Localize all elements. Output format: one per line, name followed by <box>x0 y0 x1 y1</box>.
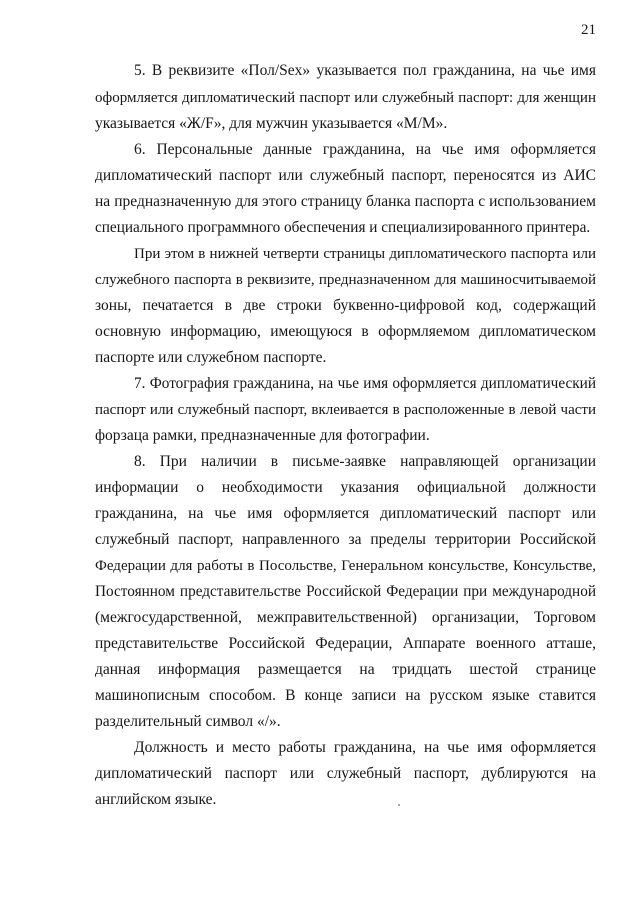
paragraph-line: машинописным способом. В конце записи на русском языке ставится <box>95 687 596 704</box>
paragraph-line: дипломатический паспорт или служебный паспорт, переносятся из АИС <box>95 167 596 184</box>
paragraph-line: служебный паспорт, направленного за пределы территории Российской <box>95 531 596 548</box>
paragraph-line: разделительный символ «/». <box>95 713 281 730</box>
paragraph-line: Постоянном представительстве Российской Федерации при международной <box>95 583 596 600</box>
paragraph-line: 7. Фотография гражданина, на чье имя оформляется дипломатический <box>134 375 596 392</box>
paragraph-line: основную информацию, имеющуюся в оформляемом дипломатическом <box>95 323 596 340</box>
paragraph-line: специального программного обеспечения и специализированного принтера. <box>95 219 591 236</box>
paragraph-line: зоны, печатается в две строки буквенно-цифровой код, содержащий <box>95 297 596 314</box>
scan-speck <box>398 804 400 806</box>
paragraph-line: представительстве Российской Федерации, Аппарате военного атташе, <box>95 635 596 652</box>
paragraph-line: данная информация размещается на тридцать шестой странице <box>95 661 596 678</box>
page-number: 21 <box>581 22 596 38</box>
paragraph-line: английском языке. <box>95 791 217 808</box>
paragraph-line: 5. В реквизите «Пол/Sex» указывается пол гражданина, на чье имя <box>134 62 596 79</box>
paragraph-line: на предназначенную для этого страницу бланка паспорта с использованием <box>95 193 596 210</box>
paragraph-line: (межгосударственной, межправительственной) организации, Торговом <box>95 609 596 626</box>
paragraph-line: указывается «Ж/F», для мужчин указывается «M/M». <box>95 115 448 132</box>
paragraph-line: дипломатический паспорт или служебный паспорт, дублируются на <box>95 765 596 782</box>
paragraph-line: паспорте или служебном паспорте. <box>95 349 327 366</box>
paragraph-line: Федерации для работы в Посольстве, Генеральном консульстве, Консульстве, <box>95 558 596 574</box>
paragraph-line: информации о необходимости указания официальной должности <box>95 479 596 496</box>
paragraph-line: гражданина, на чье имя оформляется дипломатический паспорт или <box>95 505 596 522</box>
paragraph-line: Должность и место работы гражданина, на чье имя оформляется <box>134 739 596 756</box>
paragraph-line: форзаца рамки, предназначенные для фотографии. <box>95 427 430 444</box>
paragraph-line: При этом в нижней четверти страницы дипломатического паспорта или <box>134 246 596 262</box>
paragraph-line: оформляется дипломатический паспорт или служебный паспорт: для женщин <box>95 90 596 106</box>
paragraph-line: 6. Персональные данные гражданина, на чье имя оформляется <box>134 141 596 158</box>
paragraph-line: служебного паспорта в реквизите, предназначенном для машиносчитываемой <box>95 272 596 288</box>
paragraph-line: паспорт или служебный паспорт, вклеивается в расположенные в левой части <box>95 402 596 418</box>
paragraph-line: 8. При наличии в письме-заявке направляющей организации <box>134 453 596 470</box>
